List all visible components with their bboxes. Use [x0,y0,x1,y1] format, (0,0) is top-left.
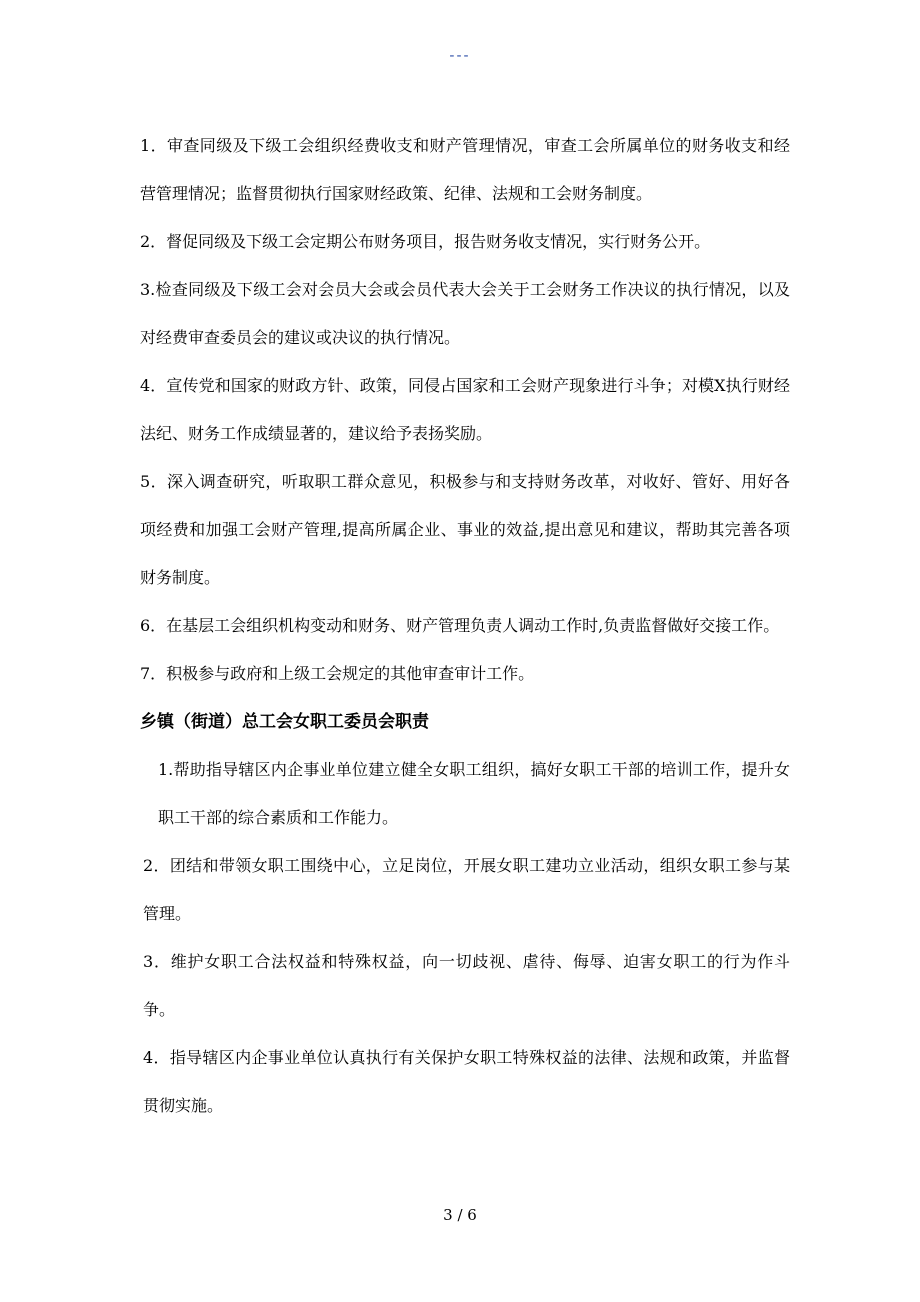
section-item-4: 4．指导辖区内企事业单位认真执行有关保护女职工特殊权益的法律、法规和政策，并监督贯彻实施。 [143,1048,790,1115]
list-item-1: 1．审查同级及下级工会组织经费收支和财产管理情况，审查工会所属单位的财务收支和经营管理情况；监督贯彻执行国家财经政策、纪律、法规和工会财务制度。 [140,136,790,203]
list-item-7: 7．积极参与政府和上级工会规定的其他审查审计工作。 [140,664,535,683]
list-item-3: 3.检查同级及下级工会对会员大会或会员代表大会关于工会财务工作决议的执行情况，以及对经费审查委员会的建议或决议的执行情况。 [140,280,790,347]
list-item-4: 4．宣传党和国家的财政方针、政策，同侵占国家和工会财产现象进行斗争；对模X执行财经法纪、财务工作成绩显著的，建议给予表扬奖励。 [140,376,790,443]
document-body [140,122,790,1130]
list-item-5: 5．深入调查研究，听取职工群众意见，积极参与和支持财务改革，对收好、管好、用好各项经费和加强工会财产管理,提高所属企业、事业的效益,提出意见和建议，帮助其完善各项财务制度。 [140,472,790,587]
list-item-2: 2．督促同级及下级工会定期公布财务项目，报告财务收支情况，实行财务公开。 [140,232,711,251]
section-heading: 乡镇（街道）总工会女职工委员会职责 [140,712,429,732]
section-item-2: 2．团结和带领女职工围绕中心，立足岗位，开展女职工建功立业活动，组织女职工参与某管理。 [143,856,790,923]
list-item-6: 6．在基层工会组织机构变动和财务、财产管理负责人调动工作时,负责监督做好交接工作。 [140,616,780,635]
page-number: 3 / 6 [443,1206,477,1224]
section-item-1: 1.帮助指导辖区内企事业单位建立健全女职工组织，搞好女职工干部的培训工作，提升女职工干部的综合素质和工作能力。 [158,760,790,827]
section-item-3: 3．维护女职工合法权益和特殊权益，向一切歧视、虐待、侮辱、迫害女职工的行为作斗争。 [143,952,790,1019]
header-mark: --- [449,48,471,64]
